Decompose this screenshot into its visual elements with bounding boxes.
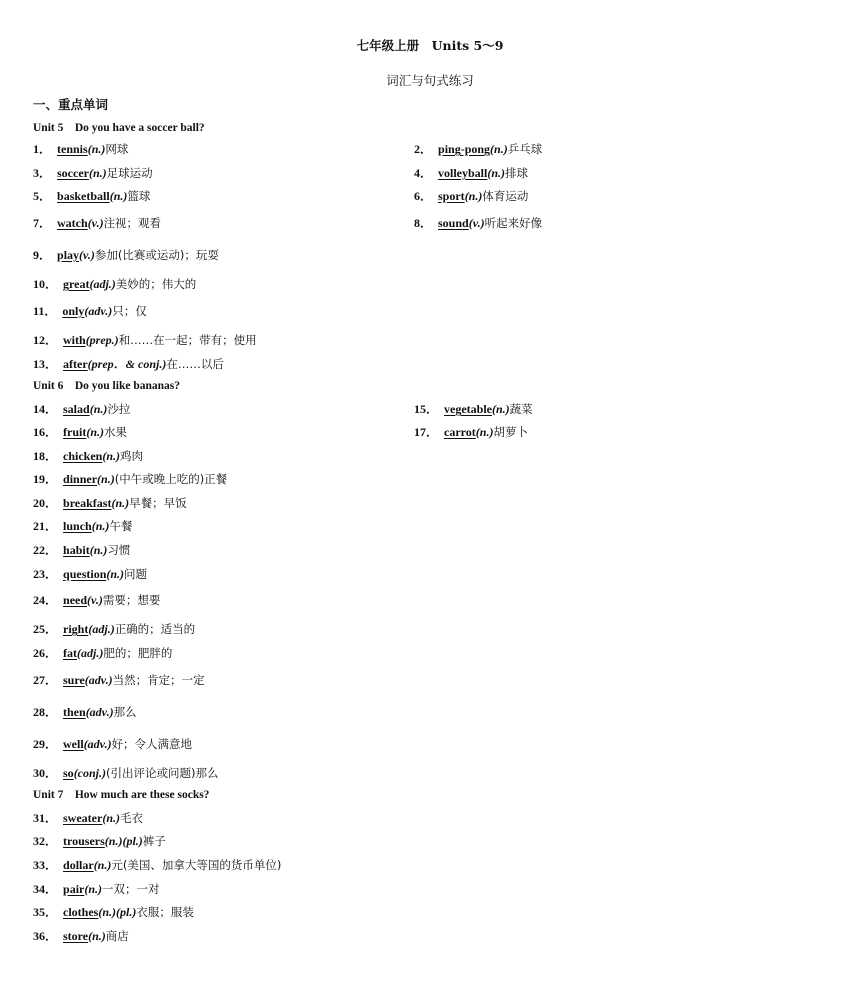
entry-meaning: 一双；一对 bbox=[102, 882, 160, 896]
entry-word: soccer bbox=[57, 166, 89, 180]
entry-meaning: 习惯 bbox=[107, 543, 131, 557]
entry-meaning: 裤子 bbox=[142, 834, 166, 848]
entry-meaning: 沙拉 bbox=[107, 402, 131, 416]
entry-word: with bbox=[63, 333, 86, 347]
entry-number: 6． bbox=[414, 189, 433, 203]
vocab-entry bbox=[33, 331, 257, 348]
entry-pos: (n.) bbox=[102, 449, 121, 463]
unit-heading-6: Unit 6 Do you like bananas? bbox=[33, 380, 180, 392]
entry-number: 7． bbox=[33, 216, 52, 230]
entry-meaning: 胡萝卜 bbox=[493, 425, 528, 439]
entry-pos: (adj.) bbox=[77, 646, 104, 660]
entry-pos: (adv.) bbox=[83, 737, 112, 751]
vocab-entry bbox=[33, 494, 187, 511]
entry-meaning: 体育运动 bbox=[482, 189, 529, 203]
entry-word: then bbox=[63, 705, 86, 719]
entry-number: 5． bbox=[33, 189, 52, 203]
vocab-entry bbox=[414, 140, 542, 157]
entry-pos: (v.) bbox=[468, 216, 485, 230]
entry-meaning: 听起来好像 bbox=[484, 216, 543, 230]
entry-meaning: 衣服；服装 bbox=[136, 905, 194, 919]
vocab-entry bbox=[414, 214, 542, 231]
entry-word: fat bbox=[63, 646, 78, 660]
vocab-entry bbox=[33, 187, 150, 204]
entry-meaning: 网球 bbox=[105, 142, 129, 156]
entry-pos: (n.)(pl.) bbox=[104, 834, 143, 848]
entry-meaning: 乒乓球 bbox=[507, 142, 543, 156]
entry-number: 28． bbox=[33, 705, 58, 719]
vocab-entry bbox=[33, 832, 166, 849]
entry-word: store bbox=[63, 929, 89, 943]
entry-pos: (n.) bbox=[97, 472, 115, 486]
entry-pos: (adj.) bbox=[88, 622, 115, 636]
entry-meaning: 只；仅 bbox=[112, 304, 147, 318]
entry-word: sport bbox=[438, 189, 465, 203]
entry-number: 24． bbox=[33, 593, 58, 607]
entry-number: 32． bbox=[33, 834, 58, 848]
entry-number: 34． bbox=[33, 882, 58, 896]
entry-word: volleyball bbox=[438, 166, 488, 180]
entry-meaning: 午餐 bbox=[109, 519, 133, 533]
entry-meaning: 元(美国、加拿大等国的货币单位) bbox=[111, 858, 282, 872]
entry-word: play bbox=[57, 248, 80, 262]
unit-heading-7: Unit 7 How much are these socks? bbox=[33, 789, 210, 801]
entry-pos: (prep．& conj.) bbox=[87, 357, 167, 371]
vocab-entry bbox=[33, 541, 130, 558]
entry-meaning: 当然；肯定；一定 bbox=[112, 673, 205, 687]
vocab-entry bbox=[414, 400, 533, 417]
entry-meaning: 问题 bbox=[124, 567, 148, 581]
entry-number: 20． bbox=[33, 496, 58, 510]
entry-pos: (n.) bbox=[111, 496, 130, 510]
entry-word: habit bbox=[63, 543, 90, 557]
vocab-entry bbox=[33, 735, 192, 752]
vocab-entry bbox=[33, 764, 219, 781]
entry-word: sweater bbox=[63, 811, 103, 825]
vocab-entry bbox=[33, 470, 227, 487]
entry-pos: (v.) bbox=[87, 593, 103, 607]
entry-word: after bbox=[63, 357, 88, 371]
entry-number: 27． bbox=[33, 673, 58, 687]
vocab-entry bbox=[33, 214, 161, 231]
vocab-entry bbox=[33, 620, 195, 637]
entry-pos: (n.)(pl.) bbox=[98, 905, 137, 919]
entry-pos: (v.) bbox=[79, 248, 95, 262]
entry-pos: (n.) bbox=[492, 402, 510, 416]
entry-number: 22． bbox=[33, 543, 58, 557]
entry-meaning: 正确的；适当的 bbox=[114, 622, 196, 636]
entry-number: 11． bbox=[33, 304, 57, 318]
entry-number: 9． bbox=[33, 248, 52, 262]
entry-number: 35． bbox=[33, 905, 58, 919]
entry-meaning: (引出评论或问题)那么 bbox=[106, 766, 219, 780]
entry-word: dollar bbox=[63, 858, 94, 872]
vocab-entry bbox=[33, 927, 129, 944]
entry-pos: (adv.) bbox=[85, 705, 114, 719]
entry-word: breakfast bbox=[63, 496, 112, 510]
entry-word: so bbox=[63, 766, 74, 780]
entry-pos: (adv.) bbox=[84, 673, 113, 687]
vocab-entry bbox=[33, 856, 281, 873]
entry-number: 29． bbox=[33, 737, 58, 751]
entry-pos: (n.) bbox=[89, 543, 108, 557]
entry-number: 25． bbox=[33, 622, 58, 636]
entry-pos: (v.) bbox=[87, 216, 104, 230]
entry-number: 31． bbox=[33, 811, 58, 825]
vocab-entry bbox=[33, 565, 147, 582]
vocab-entry bbox=[33, 880, 160, 897]
entry-word: vegetable bbox=[444, 402, 492, 416]
entry-word: sound bbox=[438, 216, 469, 230]
entry-number: 26． bbox=[33, 646, 58, 660]
page-title: 七年级上册 Units 5～9 bbox=[356, 38, 504, 53]
entry-pos: (n.) bbox=[91, 519, 110, 533]
entry-pos: (n.) bbox=[490, 142, 508, 156]
entry-word: lunch bbox=[63, 519, 92, 533]
entry-pos: (n.) bbox=[87, 142, 106, 156]
vocab-entry bbox=[33, 671, 205, 688]
vocab-entry bbox=[414, 187, 528, 204]
entry-number: 15． bbox=[414, 402, 439, 416]
entry-pos: (n.) bbox=[86, 425, 105, 439]
entry-word: pair bbox=[63, 882, 85, 896]
entry-pos: (conj.) bbox=[73, 766, 107, 780]
entry-pos: (n.) bbox=[93, 858, 112, 872]
entry-meaning: 肥的；肥胖的 bbox=[103, 646, 173, 660]
section-heading: 一、重点单词 bbox=[33, 97, 109, 112]
entry-number: 33． bbox=[33, 858, 58, 872]
entry-pos: (n.) bbox=[464, 189, 483, 203]
vocab-entry bbox=[414, 423, 528, 440]
vocab-entry bbox=[33, 591, 160, 608]
entry-number: 23． bbox=[33, 567, 58, 581]
entry-meaning: 需要；想要 bbox=[102, 593, 161, 607]
entry-meaning: 早餐；早饭 bbox=[129, 496, 187, 510]
entry-meaning: 蔬菜 bbox=[509, 402, 533, 416]
entry-word: salad bbox=[63, 402, 90, 416]
vocab-entry bbox=[33, 447, 143, 464]
entry-meaning: 参加(比赛或运动)；玩耍 bbox=[94, 248, 219, 262]
vocab-entry bbox=[414, 164, 528, 181]
entry-meaning: 商店 bbox=[105, 929, 129, 943]
entry-pos: (n.) bbox=[109, 189, 128, 203]
vocab-entry bbox=[33, 164, 153, 181]
entry-word: question bbox=[63, 567, 107, 581]
entry-word: carrot bbox=[444, 425, 476, 439]
vocab-entry bbox=[33, 140, 128, 157]
entry-meaning: 那么 bbox=[113, 705, 137, 719]
entry-pos: (adv.) bbox=[84, 304, 113, 318]
entry-meaning: 和……在一起；带有；使用 bbox=[118, 333, 257, 347]
entry-pos: (n.) bbox=[88, 929, 106, 943]
entry-pos: (n.) bbox=[106, 567, 125, 581]
entry-word: well bbox=[63, 737, 84, 751]
entry-word: ping-pong bbox=[438, 142, 491, 156]
entry-number: 21． bbox=[33, 519, 58, 533]
entry-word: basketball bbox=[57, 189, 110, 203]
entry-word: only bbox=[62, 304, 85, 318]
entry-meaning: 毛衣 bbox=[120, 811, 143, 825]
entry-number: 16． bbox=[33, 425, 58, 439]
entry-number: 12． bbox=[33, 333, 58, 347]
page-subtitle: 词汇与句式练习 bbox=[386, 73, 474, 88]
entry-number: 8． bbox=[414, 216, 433, 230]
entry-word: great bbox=[63, 277, 90, 291]
entry-number: 10． bbox=[33, 277, 58, 291]
entry-word: trousers bbox=[63, 834, 105, 848]
vocab-entry bbox=[33, 275, 196, 292]
entry-number: 19． bbox=[33, 472, 58, 486]
entry-number: 4． bbox=[414, 166, 433, 180]
entry-meaning: 注视；观看 bbox=[103, 216, 162, 230]
vocab-entry bbox=[33, 423, 127, 440]
entry-number: 3． bbox=[33, 166, 52, 180]
entry-word: clothes bbox=[63, 905, 99, 919]
vocab-entry bbox=[33, 302, 147, 319]
entry-meaning: 鸡肉 bbox=[120, 449, 144, 463]
entry-meaning: 在……以后 bbox=[166, 357, 224, 371]
vocab-entry bbox=[33, 400, 130, 417]
entry-pos: (n.) bbox=[487, 166, 506, 180]
entry-pos: (n.) bbox=[102, 811, 120, 825]
vocab-entry bbox=[33, 246, 219, 263]
entry-word: sure bbox=[63, 673, 85, 687]
vocab-entry bbox=[33, 517, 132, 534]
vocab-entry bbox=[33, 903, 194, 920]
entry-number: 36． bbox=[33, 929, 58, 943]
entry-pos: (prep.) bbox=[85, 333, 119, 347]
entry-number: 2． bbox=[414, 142, 433, 156]
entry-word: watch bbox=[57, 216, 88, 230]
entry-pos: (n.) bbox=[84, 882, 103, 896]
entry-number: 17． bbox=[414, 425, 439, 439]
entry-number: 13． bbox=[33, 357, 58, 371]
entry-number: 14． bbox=[33, 402, 58, 416]
entry-pos: (adj.) bbox=[89, 277, 116, 291]
entry-word: need bbox=[63, 593, 88, 607]
entry-word: chicken bbox=[63, 449, 103, 463]
vocab-entry bbox=[33, 644, 172, 661]
entry-pos: (n.) bbox=[475, 425, 494, 439]
entry-meaning: 篮球 bbox=[127, 189, 151, 203]
vocab-entry bbox=[33, 809, 143, 826]
entry-meaning: 美妙的；伟大的 bbox=[115, 277, 197, 291]
entry-pos: (n.) bbox=[89, 166, 107, 180]
entry-number: 1． bbox=[33, 142, 52, 156]
entry-word: fruit bbox=[63, 425, 87, 439]
entry-meaning: (中午或晚上吃的)正餐 bbox=[114, 472, 228, 486]
entry-meaning: 好；令人满意地 bbox=[111, 737, 193, 751]
entry-word: tennis bbox=[57, 142, 88, 156]
entry-word: dinner bbox=[63, 472, 98, 486]
unit-heading-5: Unit 5 Do you have a soccer ball? bbox=[33, 122, 205, 134]
vocab-entry bbox=[33, 703, 137, 720]
entry-meaning: 排球 bbox=[505, 166, 529, 180]
entry-number: 30． bbox=[33, 766, 58, 780]
entry-number: 18． bbox=[33, 449, 58, 463]
entry-meaning: 水果 bbox=[104, 425, 128, 439]
entry-word: right bbox=[63, 622, 89, 636]
vocab-entry bbox=[33, 355, 224, 372]
entry-pos: (n.) bbox=[89, 402, 108, 416]
entry-meaning: 足球运动 bbox=[106, 166, 153, 180]
